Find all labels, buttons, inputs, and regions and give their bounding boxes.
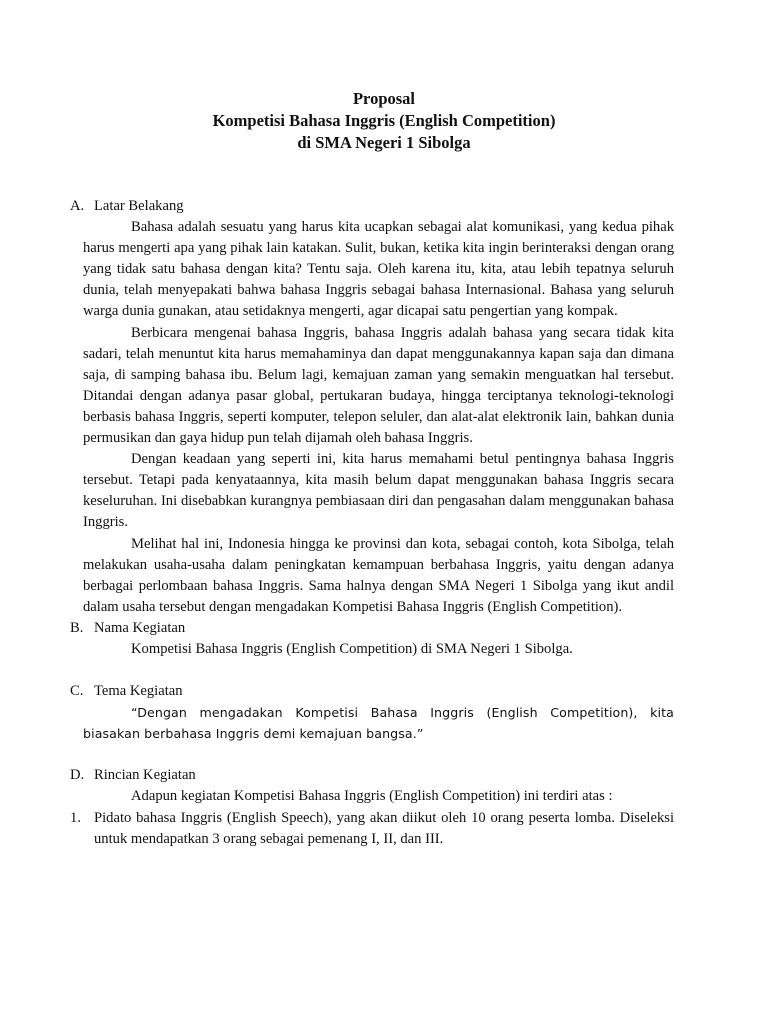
section-a-paragraph-4: Melihat hal ini, Indonesia hingga ke provinsi dan kota, sebagai contoh, kota Sibolga, telah melakukan usaha-usaha dalam peningkatan kemampuan berbahasa Inggris, yaitu dengan adanya berbagai perlombaan bahasa Inggris. Sama halnya dengan SMA Negeri 1 Sibolga yang ikut andil dalam usaha tersebut dengan mengadakan Kompetisi Bahasa Inggris (English Competition).	[83, 535, 674, 615]
document-body	[68, 196, 674, 850]
section-a-paragraph-3: Dengan keadaan yang seperti ini, kita harus memahami betul pentingnya bahasa Inggris tersebut. Tetapi pada kenyataannya, kita masih belum dapat menggunakan bahasa Inggris secara keseluruhan. Ini disebabkan kurangnya pembiasaan diri dan pengasahan dalam menggunakan bahasa Inggris.	[83, 451, 674, 531]
section-b-title: Nama Kegiatan	[94, 619, 186, 636]
section-c-title: Tema Kegiatan	[94, 683, 183, 700]
title-line-1: Proposal	[352, 89, 416, 108]
section-b-paragraph-1: Kompetisi Bahasa Inggris (English Competition) di SMA Negeri 1 Sibolga.	[131, 640, 573, 657]
section-a-marker: A.	[70, 198, 85, 214]
section-b-marker: B.	[70, 619, 84, 636]
list-item-text: Pidato bahasa Inggris (English Speech), yang akan diikut oleh 10 orang peserta lomba. Diseleksi untuk mendapatkan 3 orang sebagai pemenang I, II, dan III.	[94, 809, 674, 847]
list-item	[68, 808, 674, 850]
spacer	[68, 660, 674, 681]
section-d-marker: D.	[70, 767, 85, 784]
section-d-title: Rincian Kegiatan	[94, 767, 196, 784]
section-c-heading	[68, 681, 674, 702]
section-c-marker: C.	[70, 683, 84, 700]
title-line-3: di SMA Negeri 1 Sibolga	[297, 133, 471, 152]
section-c-theme-quote: “Dengan mengadakan Kompetisi Bahasa Inggris (English Competition), kita biasakan berbahasa Inggris demi kemajuan bangsa.”	[83, 705, 674, 742]
section-d-paragraph-1: Adapun kegiatan Kompetisi Bahasa Inggris (English Competition) ini terdiri atas :	[131, 788, 613, 805]
section-a-paragraph-1: Bahasa adalah sesuatu yang harus kita ucapkan sebagai alat komunikasi, yang kedua pihak harus mengerti apa yang pihak lain katakan. Sulit, bukan, ketika kita ingin berinteraksi dengan orang yang tidak satu bahasa dengan kita? Tentu saja. Oleh karena itu, kita, atau lebih tepatnya seluruh dunia, telah menyepakati bahwa bahasa Inggris sebagai bahasa Internasional. Bahasa yang seluruh warga dunia gunakan, atau setidaknya mengerti, agar dicapai satu pengertian yang kompak.	[83, 219, 674, 320]
section-a-heading	[68, 196, 674, 217]
list-item-number: 1.	[70, 809, 81, 826]
title-line-2: Kompetisi Bahasa Inggris (English Competition)	[212, 111, 556, 130]
spacer	[68, 744, 674, 765]
section-a-paragraph-2: Berbicara mengenai bahasa Inggris, bahasa Inggris adalah bahasa yang secara tidak kita sadari, telah menuntut kita harus memahaminya dan dapat menggunakannya kapan saja dan dimana saja, di samping bahasa ibu. Belum lagi, kemajuan zaman yang semakin menguatkan hal tersebut. Ditandai dengan adanya pasar global, pertukaran budaya, hingga terciptanya teknologi-teknologi berbasis bahasa Inggris, seperti komputer, telepon seluler, dan alat-alat elektronik lain, bahkan dunia permusikan dan gaya hidup pun telah dijamah oleh bahasa Inggris.	[83, 324, 674, 447]
section-d-heading	[68, 765, 674, 786]
document-title	[0, 88, 768, 154]
section-a-title: Latar Belakang	[94, 198, 184, 214]
section-b-heading	[68, 618, 674, 639]
